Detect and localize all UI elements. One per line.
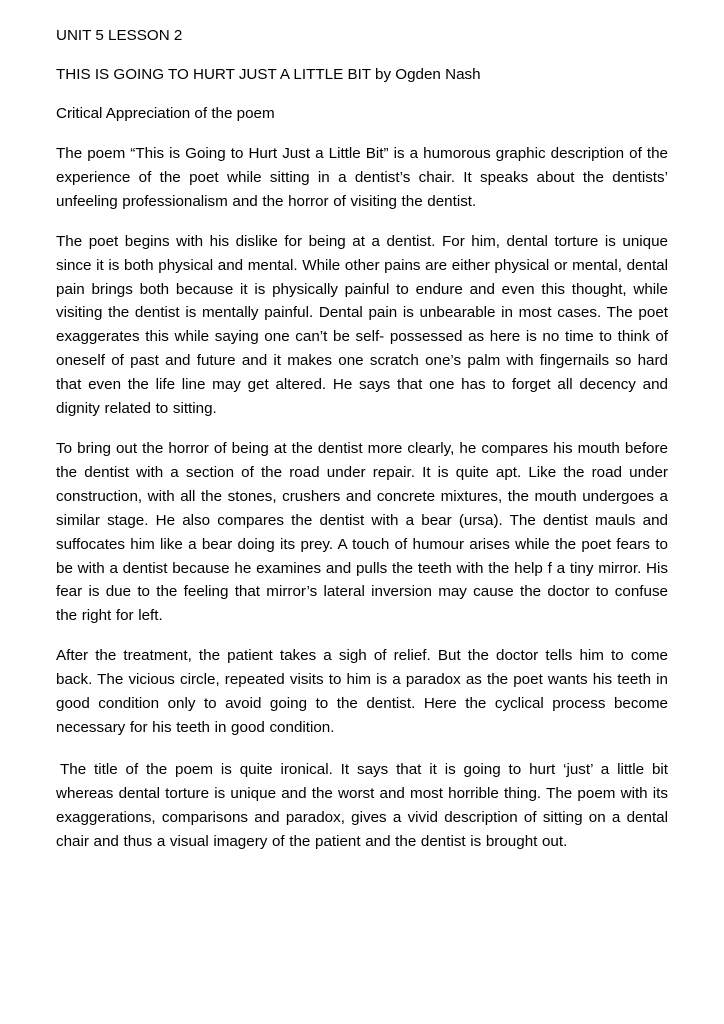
paragraph-introduction: The poem “This is Going to Hurt Just a Little Bit” is a humorous graphic description of the experience of the poet while sitting in a dentist’s chair. It speaks about the dentists’ unfeeling professionalism and the horror of visiting the dentist. [56, 145, 668, 210]
unit-label: UNIT 5 LESSON 2 [56, 27, 183, 44]
paragraph-title-irony: The title of the poem is quite ironical. It says that it is going to hurt ‘just’ a little bit whereas dental torture is unique and the worst and most horrible thing. The poem with its exaggerations, comparisons and paradox, gives a vivid description of sitting on a dental chair and thus a visual imagery of the patient and the dentist is brought out. [56, 760, 668, 850]
paragraph-comparisons: To bring out the horror of being at the dentist more clearly, he compares his mouth before the dentist with a section of the road under repair. It is quite apt. Like the road under construction, with all the stones, crushers and concrete mixtures, the mouth undergoes a similar stage. He also compares the dentist with a bear (ursa). The dentist mauls and suffocates him like a bear doing its prey. A touch of humour arises while the poet fears to be with a dentist because he examines and pulls the teeth with the help f a tiny mirror. His fear is due to the feeling that mirror’s lateral inversion may cause the doctor to confuse the right for left. [56, 439, 668, 625]
paragraph-dental-torture: The poet begins with his dislike for being at a dentist. For him, dental torture is unique since it is both physical and mental. While other pains are either physical or mental, dental pain brings both because it is physically painful to endure and even this thought, while visiting the dentist is mentally painful. Dental pain is unbearable in most cases. The poet exaggerates this while saying one can’t be self- possessed as here is no time to think of oneself of past and future and it makes one scratch one’s palm with fingernails so hard that even the life line may get altered. He says that one has to forget all decency and dignity related to sitting. [56, 232, 668, 418]
poem-title: THIS IS GOING TO HURT JUST A LITTLE BIT by Ogden Nash [56, 66, 481, 83]
document-page [56, 26, 668, 869]
paragraph-paradox: After the treatment, the patient takes a sigh of relief. But the doctor tells him to come back. The vicious circle, repeated visits to him is a paradox as the poet wants his teeth in good condition only to avoid going to the dentist. Here the cyclical process become necessary for his teeth in good condition. [56, 647, 668, 736]
section-heading: Critical Appreciation of the poem [56, 105, 275, 122]
